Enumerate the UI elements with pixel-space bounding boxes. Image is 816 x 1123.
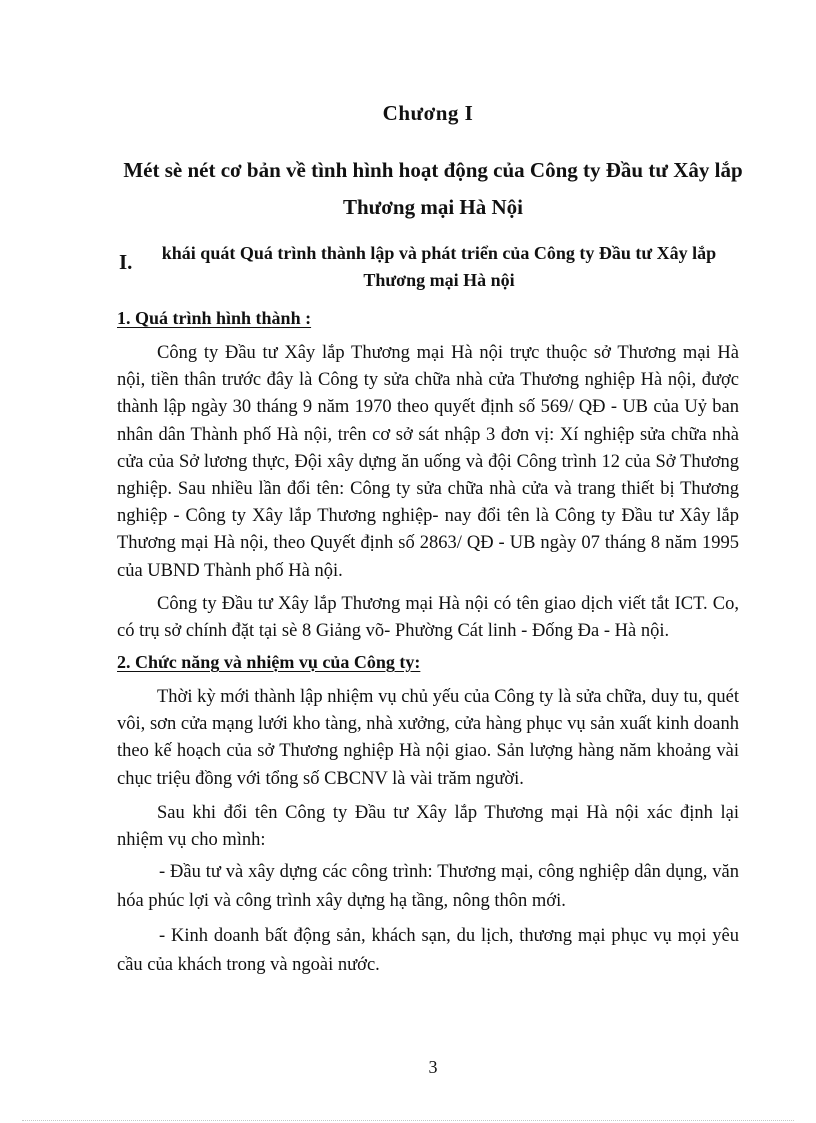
- subsection-1-paragraph-2: Công ty Đầu tư Xây lắp Thương mại Hà nội có tên giao dịch viết tắt ICT. Co, có trụ sở chính đặt tại sè 8 Giảng võ- Phường Cát linh - Đống Đa - Hà nội.: [117, 594, 739, 642]
- subsection-2-paragraph-2: Sau khi đổi tên Công ty Đầu tư Xây lắp Thương mại Hà nội xác định lại nhiệm vụ cho mình:: [117, 803, 739, 851]
- subsection-2-heading: 2. Chức năng và nhiệm vụ của Công ty:: [117, 652, 421, 672]
- section-number: I.: [119, 250, 133, 274]
- subsection-1-heading: 1. Quá trình hình thành :: [117, 308, 312, 328]
- page-bottom-divider: [22, 1120, 794, 1121]
- duty-bullet-1: - Đầu tư và xây dựng các công trình: Thương mại, công nghiệp dân dụng, văn hóa phúc lợi và công trình xây dựng hạ tầng, nông thôn mới.: [117, 862, 739, 911]
- chapter-label: Chương I: [382, 101, 474, 125]
- subsection-1-paragraph-1: Công ty Đầu tư Xây lắp Thương mại Hà nội trực thuộc sở Thương mại Hà nội, tiền thân trước đây là Công ty sửa chữa nhà cửa Thương nghiệp Hà nội, được thành lập ngày 30 tháng 9 năm 1970 theo quyết định số 569/ QĐ - UB của Uỷ ban nhân dân Thành phố Hà nội, trên cơ sở sát nhập 3 đơn vị: Xí nghiệp sửa chữa nhà cửa của Sở lương thực, Đội xây dựng ăn uống và đội Công trình 12 của Sở Thương nghiệp. Sau nhiều lần đổi tên: Công ty sửa chữa nhà cửa và trang thiết bị Thương nghiệp - Công ty Xây lắp Thương nghiệp- nay đổi tên là Công ty Đầu tư Xây lắp Thương mại Hà nội, theo Quyết định số 2863/ QĐ - UB ngày 07 tháng 8 năm 1995 của UBND Thành phố Hà nội.: [117, 343, 739, 581]
- section-title: khái quát Quá trình thành lập và phát triển của Công ty Đầu tư Xây lắp Thương mại Hà nội: [161, 243, 717, 290]
- chapter-title: Mét sè nét cơ bản về tình hình hoạt động của Công ty Đầu tư Xây lắp Thương mại Hà Nội: [123, 158, 743, 219]
- subsection-2-paragraph-1: Thời kỳ mới thành lập nhiệm vụ chủ yếu của Công ty là sửa chữa, duy tu, quét vôi, sơn cửa mạng lưới kho tàng, nhà xưởng, cửa hàng phục vụ sản xuất kinh doanh theo kế hoạch của sở Thương nghiệp Hà nội giao. Sản lượng hàng năm khoảng vài chục triệu đồng với tổng số CBCNV là vài trăm người.: [117, 687, 739, 789]
- page-number: 3: [428, 1057, 438, 1077]
- duty-bullet-2: - Kinh doanh bất động sản, khách sạn, du lịch, thương mại phục vụ mọi yêu cầu của khách trong và ngoài nước.: [117, 926, 739, 975]
